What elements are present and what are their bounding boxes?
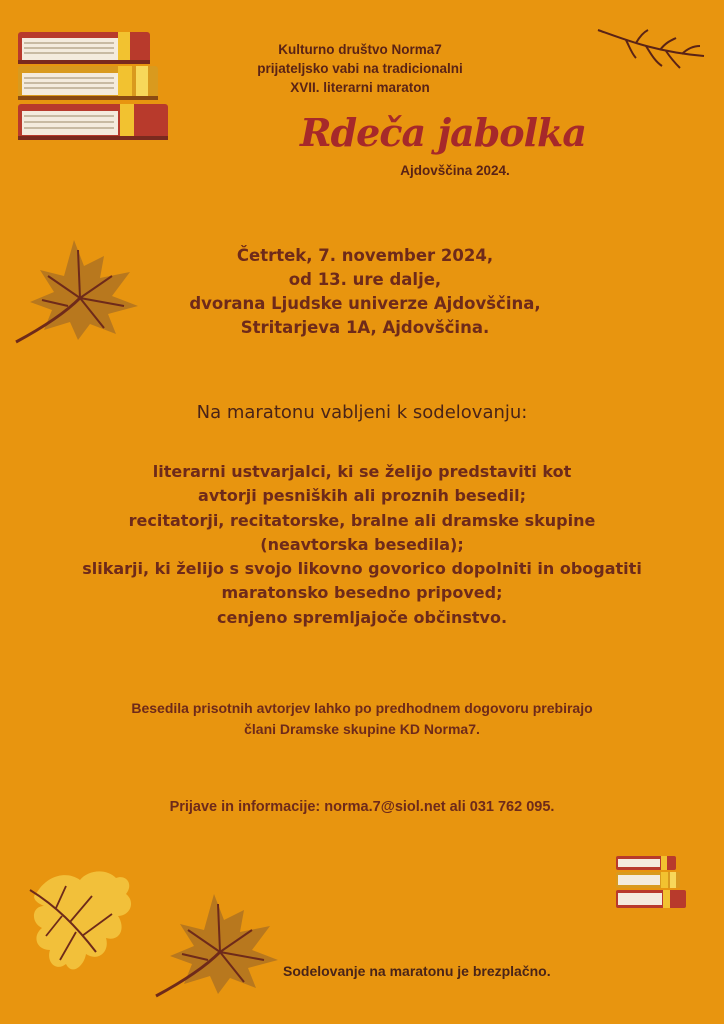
event-venue: dvorana Ljudske univerze Ajdovščina, bbox=[189, 294, 541, 313]
event-details bbox=[140, 244, 590, 340]
books-stack-icon bbox=[14, 26, 174, 156]
invite-line: cenjeno spremljajoče občinstvo. bbox=[216, 607, 508, 627]
intro-line: prijateljsko vabi na tradicionalni bbox=[257, 61, 463, 76]
invite-line: slikarji, ki želijo s svojo likovno govorico dopolniti in obogatiti bbox=[82, 559, 642, 579]
contact-info: Prijave in informacije: norma.7@siol.net ali 031 762 095. bbox=[169, 799, 555, 815]
invite-line: maratonsko besedno pripoved; bbox=[221, 583, 503, 603]
event-subtitle: Ajdovščina 2024. bbox=[400, 163, 510, 178]
event-date: Četrtek, 7. november 2024, bbox=[236, 246, 494, 265]
invite-line: literarni ustvarjalci, ki se želijo predstaviti kot bbox=[152, 462, 572, 481]
maple-leaf-icon bbox=[152, 890, 282, 1000]
books-stack-icon bbox=[614, 854, 688, 912]
invite-list bbox=[30, 460, 694, 630]
intro-line: XVII. literarni maraton bbox=[290, 80, 430, 95]
intro-text bbox=[190, 40, 530, 97]
event-time: od 13. ure dalje, bbox=[288, 270, 442, 289]
invite-line: recitatorji, recitatorske, bralne ali dramske skupine bbox=[128, 510, 596, 530]
free-participation-note: Sodelovanje na maratonu je brezplačno. bbox=[283, 963, 551, 979]
invite-heading: Na maratonu vabljeni k sodelovanju: bbox=[196, 402, 528, 423]
invite-line: avtorji pesniških ali proznih besedil; bbox=[198, 486, 526, 506]
event-title: Rdeča jabolka bbox=[300, 110, 586, 155]
invite-line: (neavtorska besedila); bbox=[260, 534, 464, 554]
note-line: Besedila prisotnih avtorjev lahko po predhodnem dogovoru prebirajo bbox=[131, 700, 593, 716]
branch-icon bbox=[596, 26, 706, 76]
maple-leaf-icon bbox=[12, 236, 142, 346]
intro-line: Kulturno društvo Norma7 bbox=[278, 42, 442, 57]
note-line: člani Dramske skupine KD Norma7. bbox=[244, 721, 480, 737]
reading-note bbox=[60, 698, 664, 740]
oak-leaf-icon bbox=[26, 866, 136, 986]
event-address: Stritarjeva 1A, Ajdovščina. bbox=[240, 318, 490, 337]
